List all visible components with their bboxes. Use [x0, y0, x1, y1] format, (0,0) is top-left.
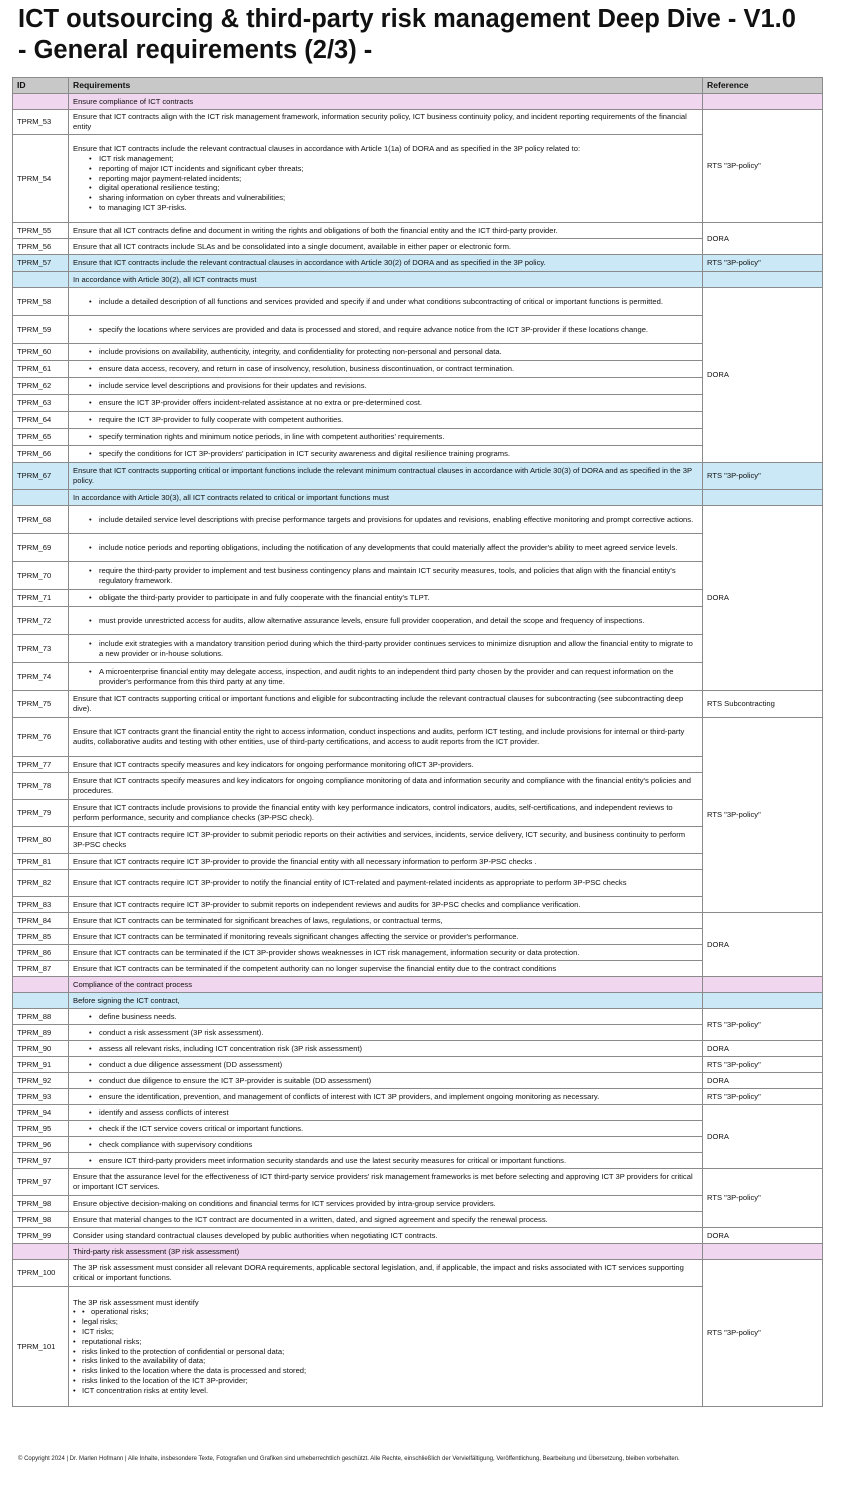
row-requirement — [69, 663, 703, 691]
row-id: TPRM_74 — [13, 663, 69, 691]
row-id: TPRM_90 — [13, 1041, 69, 1057]
row-reference: DORA — [703, 913, 823, 977]
row-id: TPRM_80 — [13, 827, 69, 854]
table-row — [13, 534, 823, 562]
table-row — [13, 1169, 823, 1196]
list-item: • specify the locations where services are provided and data is processed and stored, and require advance notice from the ICT 3P-provider if these locations change. — [73, 325, 698, 335]
list-item: • risks linked to the availability of data; — [73, 1356, 698, 1366]
section-row — [13, 993, 823, 1009]
row-requirement: Ensure that ICT contracts specify measures and key indicators for ongoing performance monitoring ofICT 3P-providers. — [69, 757, 703, 773]
table-row — [13, 316, 823, 344]
table-row — [13, 1089, 823, 1105]
table-row — [13, 361, 823, 378]
column-header-id: ID — [13, 78, 69, 94]
row-requirement — [69, 1089, 703, 1105]
row-requirement — [69, 446, 703, 463]
row-requirement — [69, 1287, 703, 1407]
row-id: TPRM_91 — [13, 1057, 69, 1073]
section-row — [13, 490, 823, 506]
row-requirement — [69, 1041, 703, 1057]
row-reference: DORA — [703, 1041, 823, 1057]
section-label: Compliance of the contract process — [69, 977, 703, 993]
row-id: TPRM_84 — [13, 913, 69, 929]
row-reference: DORA — [703, 223, 823, 255]
row-id: TPRM_89 — [13, 1025, 69, 1041]
row-requirement: Ensure that ICT contracts can be terminated if the ICT 3P-provider shows weaknesses in ICT risk management, information security or data protection. — [69, 945, 703, 961]
row-reference: RTS "3P-policy" — [703, 1169, 823, 1228]
row-requirement-intro: The 3P risk assessment must identify — [73, 1297, 199, 1307]
row-id: TPRM_60 — [13, 344, 69, 361]
section-row — [13, 977, 823, 993]
table-row — [13, 506, 823, 534]
row-requirement — [69, 1153, 703, 1169]
row-requirement: Ensure that ICT contracts can be terminated if monitoring reveals significant changes affecting the service or provider's performance. — [69, 929, 703, 945]
list-item: • ICT risks; — [73, 1327, 698, 1337]
row-requirement — [69, 378, 703, 395]
row-requirement: Ensure that ICT contracts can be terminated if the competent authority can no longer supervise the financial entity due to the contract conditions — [69, 961, 703, 977]
row-requirement — [69, 1105, 703, 1121]
row-reference: DORA — [703, 1073, 823, 1089]
list-item: • include detailed service level descriptions with precise performance targets and provisions for updates and revisions, enabling effective monitoring and prompt corrective actions. — [73, 515, 698, 525]
list-item-text: • • operational risks; — [82, 1307, 698, 1317]
table-row — [13, 1287, 823, 1407]
row-requirement — [69, 562, 703, 590]
row-reference: RTS "3P-policy" — [703, 1089, 823, 1105]
row-requirement: Ensure objective decision-making on conditions and financial terms for ICT services provided by intra-group service providers. — [69, 1196, 703, 1212]
list-item: • reputational risks; — [73, 1337, 698, 1347]
row-reference: RTS "3P-policy" — [703, 255, 823, 272]
table-row — [13, 1228, 823, 1244]
table-row — [13, 1041, 823, 1057]
row-id: TPRM_75 — [13, 691, 69, 718]
table-header-row — [13, 78, 823, 94]
row-id: TPRM_58 — [13, 288, 69, 316]
row-requirement-intro: Ensure that ICT contracts include the relevant contractual clauses in accordance with Article 1(1a) of DORA and as specified in the 3P policy related to: — [73, 144, 581, 154]
row-id: TPRM_85 — [13, 929, 69, 945]
row-requirement — [69, 316, 703, 344]
requirements-table — [12, 77, 823, 1407]
row-requirement: Ensure that ICT contracts grant the financial entity the right to access information, conduct inspections and audits, perform ICT testing, and include provisions for internal or third-party audits, collaborative audits and testing with other entities, use of third-party certifications, and access to audit reports from the ICT provider. — [69, 718, 703, 757]
table-row — [13, 344, 823, 361]
table-row — [13, 827, 823, 854]
table-row — [13, 429, 823, 446]
list-item: • conduct a risk assessment (3P risk assessment). — [73, 1028, 698, 1038]
row-id: TPRM_100 — [13, 1260, 69, 1287]
list-item: • reporting of major ICT incidents and significant cyber threats; — [73, 164, 698, 174]
list-item: • define business needs. — [73, 1012, 698, 1022]
table-row — [13, 897, 823, 913]
row-reference: RTS "3P-policy" — [703, 1009, 823, 1041]
row-id: TPRM_86 — [13, 945, 69, 961]
list-item: • include notice periods and reporting obligations, including the notification of any developments that could materially affect the provider's ability to meet agreed service levels. — [73, 543, 698, 553]
row-requirement: Ensure that ICT contracts specify measures and key indicators for ongoing compliance monitoring of data and information security and compliance with the financial entity's policies and procedures. — [69, 773, 703, 800]
table-row — [13, 635, 823, 663]
list-item: • specify the conditions for ICT 3P-providers' participation in ICT security awareness and digital resilience training programs. — [73, 449, 698, 459]
table-row — [13, 1057, 823, 1073]
row-id: TPRM_62 — [13, 378, 69, 395]
section-row — [13, 272, 823, 288]
row-id: TPRM_81 — [13, 854, 69, 870]
row-requirement — [69, 1009, 703, 1025]
row-id: TPRM_79 — [13, 800, 69, 827]
list-item: • ensure ICT third-party providers meet information security standards and use the latest security measures for critical or important functions. — [73, 1156, 698, 1166]
table-row — [13, 870, 823, 897]
row-id: TPRM_87 — [13, 961, 69, 977]
table-row — [13, 463, 823, 490]
row-requirement — [69, 1137, 703, 1153]
row-requirement: Ensure that ICT contracts require ICT 3P-provider to submit periodic reports on their activities and services, incidents, service delivery, ICT security, and business continuity to perform 3P-PSC checks — [69, 827, 703, 854]
row-reference: DORA — [703, 1105, 823, 1169]
row-requirement: Ensure that ICT contracts align with the ICT risk management framework, information security policy, ICT business continuity policy, and incident reporting requirements of the financial entity — [69, 110, 703, 135]
row-id: TPRM_67 — [13, 463, 69, 490]
row-id: TPRM_96 — [13, 1137, 69, 1153]
row-requirement: Ensure that all ICT contracts define and document in writing the rights and obligations of both the financial entity and the ICT third-party provider. — [69, 223, 703, 239]
list-item: • include exit strategies with a mandatory transition period during which the third-party provider continues services to minimize disruption and allow the financial entity to migrate to a new provider or in-house solutions. — [73, 639, 698, 659]
row-requirement: Ensure that ICT contracts require ICT 3P-provider to submit reports on independent reviews and audits for 3P-PSC checks and compliance verification. — [69, 897, 703, 913]
row-id: TPRM_93 — [13, 1089, 69, 1105]
row-reference: RTS "3P-policy" — [703, 1057, 823, 1073]
row-id: TPRM_82 — [13, 870, 69, 897]
row-requirement: Ensure that material changes to the ICT contract are documented in a written, dated, and signed agreement and specify the renewal process. — [69, 1212, 703, 1228]
row-requirement — [69, 1073, 703, 1089]
list-item: • obligate the third-party provider to participate in and fully cooperate with the financial entity's TLPT. — [73, 593, 698, 603]
row-id: TPRM_77 — [13, 757, 69, 773]
row-id: TPRM_59 — [13, 316, 69, 344]
row-id: TPRM_98 — [13, 1196, 69, 1212]
table-row — [13, 395, 823, 412]
list-item: • risks linked to the location of the ICT 3P-provider; — [73, 1376, 698, 1386]
list-item: • assess all relevant risks, including ICT concentration risk (3P risk assessment) — [73, 1044, 698, 1054]
table-row — [13, 135, 823, 223]
row-requirement: Ensure that ICT contracts supporting critical or important functions include the relevant minimum contractual clauses in accordance with Article 30(3) of DORA and as specified in the 3P policy. — [69, 463, 703, 490]
list-item: • conduct due diligence to ensure the ICT 3P-provider is suitable (DD assessment) — [73, 1076, 698, 1086]
row-requirement — [69, 1025, 703, 1041]
row-reference: RTS "3P-policy" — [703, 110, 823, 223]
row-requirement — [69, 135, 703, 223]
table-row — [13, 288, 823, 316]
row-requirement: The 3P risk assessment must consider all relevant DORA requirements, applicable sectoral legislation, and, if applicable, the impact and risks associated with ICT services supporting critical or important functions. — [69, 1260, 703, 1287]
row-id: TPRM_98 — [13, 1212, 69, 1228]
row-id: TPRM_70 — [13, 562, 69, 590]
list-item: • include a detailed description of all functions and services provided and specify if and under what conditions subcontracting of critical or important functions is permitted. — [73, 297, 698, 307]
row-id: TPRM_55 — [13, 223, 69, 239]
list-item: • reporting major payment-related incidents; — [73, 174, 698, 184]
row-id: TPRM_99 — [13, 1228, 69, 1244]
section-label: In accordance with Article 30(3), all ICT contracts related to critical or important functions must — [69, 490, 703, 506]
list-item: • digital operational resilience testing; — [73, 183, 698, 193]
row-requirement — [69, 429, 703, 446]
row-requirement — [69, 590, 703, 607]
table-row — [13, 913, 823, 929]
row-reference: DORA — [703, 1228, 823, 1244]
row-requirement — [69, 412, 703, 429]
row-id: TPRM_94 — [13, 1105, 69, 1121]
table-row — [13, 929, 823, 945]
row-requirement — [69, 534, 703, 562]
page-title-line-1: ICT outsourcing & third-party risk management Deep Dive - V1.0 — [18, 5, 796, 33]
table-row — [13, 663, 823, 691]
row-reference: DORA — [703, 506, 823, 691]
table-row — [13, 110, 823, 135]
row-requirement: Ensure that the assurance level for the effectiveness of ICT third-party service providers' risk management frameworks is met before selecting and approving ICT 3P providers for critical or important ICT services. — [69, 1169, 703, 1196]
table-row — [13, 446, 823, 463]
list-item: • conduct a due diligence assessment (DD assessment) — [73, 1060, 698, 1070]
row-id: TPRM_76 — [13, 718, 69, 757]
column-header-requirements: Requirements — [69, 78, 703, 94]
row-id: TPRM_97 — [13, 1169, 69, 1196]
copyright-footer: © Copyright 2024 | Dr. Marlen Hofmann | Alle Inhalte, insbesondere Texte, Fotografien und Grafiken sind urheberrechtlich geschützt. Alle Rechte, einschließlich der Vervielfältigung, Veröffentlichung, Bearbeitung und Übersetzung, bleiben vorbehalten. — [18, 1456, 680, 1462]
page-title — [18, 4, 838, 66]
table-row — [13, 1153, 823, 1169]
row-requirement: Ensure that ICT contracts include provisions to provide the financial entity with key performance indicators, control indicators, audits, self-certifications, and independent reviews to perform performance, security and compliance checks (3P-PSC check). — [69, 800, 703, 827]
row-reference: DORA — [703, 288, 823, 463]
section-label: Before signing the ICT contract, — [69, 993, 703, 1009]
row-requirement — [69, 1121, 703, 1137]
row-id: TPRM_57 — [13, 255, 69, 272]
row-requirement: Ensure that ICT contracts include the relevant contractual clauses in accordance with Article 30(2) of DORA and as specified in the 3P policy. — [69, 255, 703, 272]
row-requirement: Ensure that all ICT contracts include SLAs and be consolidated into a single document, available in either paper or electronic form. — [69, 239, 703, 255]
table-row — [13, 773, 823, 800]
list-item: • to managing ICT 3P-risks. — [73, 203, 698, 213]
row-id: TPRM_71 — [13, 590, 69, 607]
row-reference: RTS "3P-policy" — [703, 1260, 823, 1407]
table-row — [13, 1009, 823, 1025]
row-reference: RTS "3P-policy" — [703, 463, 823, 490]
row-requirement — [69, 288, 703, 316]
table-row — [13, 1105, 823, 1121]
list-item: • specify termination rights and minimum notice periods, in line with competent authorities' requirements. — [73, 432, 698, 442]
table-row — [13, 757, 823, 773]
row-id: TPRM_97 — [13, 1153, 69, 1169]
list-item: • must provide unrestricted access for audits, allow alternative assurance levels, ensure full provider cooperation, and detail the scope and frequency of inspections. — [73, 616, 698, 626]
section-label: Third-party risk assessment (3P risk assessment) — [69, 1244, 703, 1260]
table-row — [13, 590, 823, 607]
list-item: • legal risks; — [73, 1317, 698, 1327]
list-item: • risks linked to the location where the data is processed and stored; — [73, 1366, 698, 1376]
row-id: TPRM_95 — [13, 1121, 69, 1137]
row-reference: RTS Subcontracting — [703, 691, 823, 718]
row-id: TPRM_56 — [13, 239, 69, 255]
table-row — [13, 718, 823, 757]
row-id: TPRM_61 — [13, 361, 69, 378]
list-item: • include service level descriptions and provisions for their updates and revisions. — [73, 381, 698, 391]
section-label: Ensure compliance of ICT contracts — [69, 94, 703, 110]
table-row — [13, 562, 823, 590]
list-item — [73, 1307, 698, 1317]
row-requirement — [69, 607, 703, 635]
section-row — [13, 1244, 823, 1260]
row-id: TPRM_69 — [13, 534, 69, 562]
page-title-line-2: - General requirements (2/3) - — [18, 36, 373, 64]
row-id: TPRM_72 — [13, 607, 69, 635]
list-item: • ICT concentration risks at entity level. — [73, 1386, 698, 1396]
table-row — [13, 691, 823, 718]
list-item: • require the ICT 3P-provider to fully cooperate with competent authorities. — [73, 415, 698, 425]
row-id: TPRM_78 — [13, 773, 69, 800]
table-row — [13, 800, 823, 827]
table-row — [13, 1137, 823, 1153]
table-row — [13, 223, 823, 239]
list-item: • ensure the identification, prevention, and management of conflicts of interest with ICT 3P providers, and implement ongoing monitoring as necessary. — [73, 1092, 698, 1102]
row-id: TPRM_65 — [13, 429, 69, 446]
row-id: TPRM_101 — [13, 1287, 69, 1407]
table-row — [13, 1260, 823, 1287]
row-requirement: Ensure that ICT contracts require ICT 3P-provider to notify the financial entity of ICT-related and payment-related incidents as appropriate to perform 3P-PSC checks — [69, 870, 703, 897]
list-item: • ICT risk management; — [73, 154, 698, 164]
row-id: TPRM_66 — [13, 446, 69, 463]
row-id: TPRM_92 — [13, 1073, 69, 1089]
row-id: TPRM_83 — [13, 897, 69, 913]
table-row — [13, 961, 823, 977]
section-row — [13, 94, 823, 110]
list-item: • identify and assess conflicts of interest — [73, 1108, 698, 1118]
row-id: TPRM_54 — [13, 135, 69, 223]
table-row — [13, 412, 823, 429]
table-row — [13, 1212, 823, 1228]
row-id: TPRM_68 — [13, 506, 69, 534]
list-item: • risks linked to the protection of confidential or personal data; — [73, 1347, 698, 1357]
list-item: • A microenterprise financial entity may delegate access, inspection, and audit rights to an independent third party chosen by the provider and can request information on the provider's performance from this third party at any time. — [73, 667, 698, 687]
section-label: In accordance with Article 30(2), all ICT contracts must — [69, 272, 703, 288]
row-requirement — [69, 1057, 703, 1073]
list-item: • require the third-party provider to implement and test business contingency plans and maintain ICT security measures, tools, and policies that align with the financial entity's regulatory framework. — [73, 566, 698, 586]
list-item: • ensure data access, recovery, and return in case of insolvency, resolution, business discontinuation, or contract termination. — [73, 364, 698, 374]
table-row — [13, 1025, 823, 1041]
table-row — [13, 378, 823, 395]
row-requirement: Ensure that ICT contracts can be terminated for significant breaches of laws, regulations, or contractual terms, — [69, 913, 703, 929]
row-id: TPRM_53 — [13, 110, 69, 135]
row-requirement — [69, 635, 703, 663]
row-requirement: Consider using standard contractual clauses developed by public authorities when negotiating ICT contracts. — [69, 1228, 703, 1244]
table-row — [13, 239, 823, 255]
table-row — [13, 255, 823, 272]
row-requirement — [69, 395, 703, 412]
row-requirement — [69, 361, 703, 378]
list-item: • sharing information on cyber threats and vulnerabilities; — [73, 193, 698, 203]
table-row — [13, 1121, 823, 1137]
table-row — [13, 945, 823, 961]
row-reference: RTS "3P-policy" — [703, 718, 823, 913]
row-id: TPRM_64 — [13, 412, 69, 429]
row-requirement — [69, 344, 703, 361]
row-requirement — [69, 506, 703, 534]
row-requirement: Ensure that ICT contracts require ICT 3P-provider to provide the financial entity with all necessary information to perform 3P-PSC checks . — [69, 854, 703, 870]
list-item: • check compliance with supervisory conditions — [73, 1140, 698, 1150]
table-row — [13, 854, 823, 870]
row-requirement: Ensure that ICT contracts supporting critical or important functions and eligible for subcontracting include the relevant contractual clauses for subcontracting (see subcontracting deep dive). — [69, 691, 703, 718]
table-row — [13, 607, 823, 635]
list-item: • check if the ICT service covers critical or important functions. — [73, 1124, 698, 1134]
row-id: TPRM_63 — [13, 395, 69, 412]
list-item: • include provisions on availability, authenticity, integrity, and confidentiality for protecting non-personal and personal data. — [73, 347, 698, 357]
list-item: • ensure the ICT 3P-provider offers incident-related assistance at no extra or pre-determined cost. — [73, 398, 698, 408]
table-row — [13, 1196, 823, 1212]
table-row — [13, 1073, 823, 1089]
column-header-reference: Reference — [703, 78, 823, 94]
row-id: TPRM_88 — [13, 1009, 69, 1025]
row-id: TPRM_73 — [13, 635, 69, 663]
